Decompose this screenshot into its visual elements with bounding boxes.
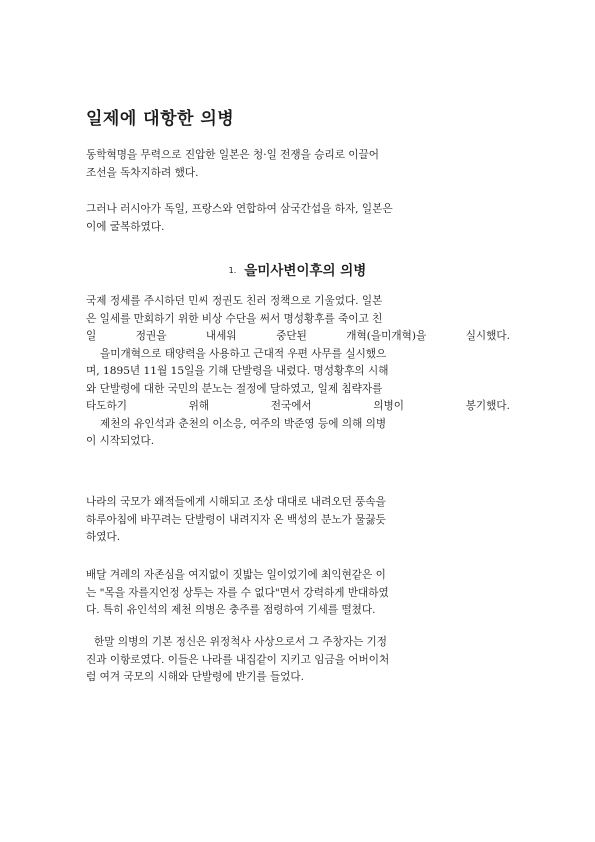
text-line: 와 단발령에 대한 국민의 분노는 절정에 달하였고, 일제 침략자를: [86, 382, 383, 395]
text-line: 며, 1895년 11월 15일을 기해 단발령을 내렸다. 명성황후의 시해: [86, 365, 389, 377]
text-line: 동학혁명을 무력으로 진압한 일본은 청·일 전쟁을 승리로 이끌어: [86, 149, 380, 161]
text-line: 그러나 러시아가 독일, 프랑스와 연합하여 삼국간섭을 하자, 일본은: [86, 203, 393, 215]
text-line: 는 "목을 자를지언정 상투는 자를 수 없다"면서 강력하게 반대하였: [86, 586, 389, 599]
text-line: 럼 여겨 국모의 시해와 단발령에 반기를 들었다.: [86, 671, 305, 683]
text-line: 다. 특히 유인석의 제천 의병은 충주를 점령하여 기세를 떨쳤다.: [86, 604, 376, 616]
intro-paragraph-2: [86, 201, 510, 236]
section-title: 을미사변이후의 의병: [244, 263, 367, 279]
text-line: 제천의 유인석과 춘천의 이소응, 여주의 박준영 등에 의해 의병: [100, 417, 387, 430]
text-line: 일 정권을 내세워 중단된 개혁(을미개혁)을 실시했다.: [86, 330, 510, 342]
text-line: 하였다.: [86, 531, 121, 543]
body-paragraph-4: [86, 634, 510, 687]
text-line: 한말 의병의 기본 정신은 위정척사 사상으로서 그 주창자는 기정: [94, 636, 388, 648]
text-line: 배달 겨레의 자존심을 여지없이 짓밟는 일이었기에 최익현같은 이: [86, 569, 386, 581]
page-title: 일제에 대항한 의병: [86, 109, 235, 129]
text-line: 나라의 국모가 왜적들에게 시해되고 조상 대대로 내려오던 풍속을: [86, 496, 386, 508]
text-line: 조선을 독차지하려 했다.: [86, 166, 199, 179]
section-heading: [0, 259, 595, 279]
text-line: 하루아침에 바꾸려는 단발령이 내려지자 온 백성의 분노가 물끓듯: [86, 513, 386, 526]
text-line: 진과 이항로였다. 이들은 나라를 내집같이 지키고 임금을 어버이처: [86, 653, 390, 666]
text-line: 을미개혁으로 태양력을 사용하고 근대적 우편 사무를 실시했으: [100, 347, 387, 360]
text-line: 이 시작되었다.: [86, 435, 155, 447]
section-number: 1.: [228, 266, 237, 275]
text-line: 은 일세를 만회하기 위한 비상 수단을 써서 명성황후를 죽이고 친: [86, 312, 383, 325]
text-line: 타도하기 위해 전국에서 의병이 봉기했다.: [86, 400, 510, 412]
text-line: 이에 굴복하였다.: [86, 220, 165, 233]
text-line: 국제 정세를 주시하던 민씨 정권도 친러 정책으로 기울었다. 일본: [86, 295, 383, 307]
body-paragraph-3: [86, 567, 510, 620]
intro-paragraph-1: [86, 147, 510, 182]
body-paragraph-1: [86, 293, 510, 451]
body-paragraph-2: [86, 494, 510, 547]
